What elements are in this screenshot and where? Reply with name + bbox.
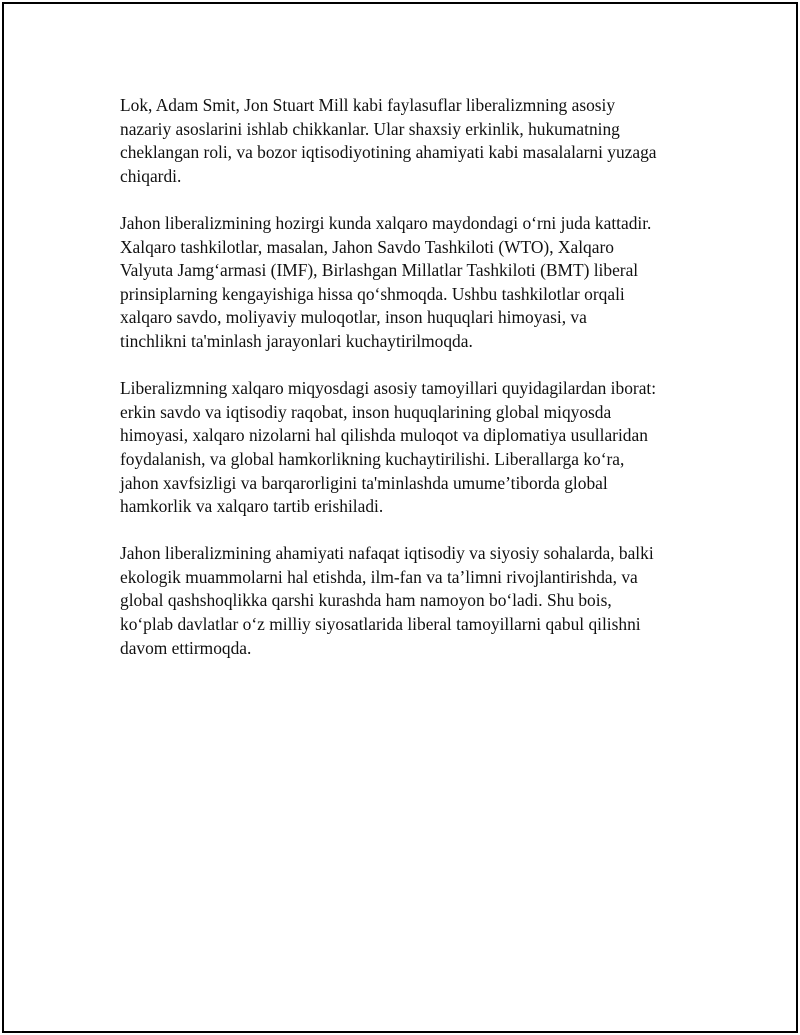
- text-line: xalqaro savdo, moliyaviy muloqotlar, inson huquqlari himoyasi, va: [120, 307, 587, 328]
- text-line: davom ettirmoqda.: [120, 637, 252, 658]
- text-line: Valyuta Jamg‘armasi (IMF), Birlashgan Millatlar Tashkiloti (BMT) liberal: [120, 260, 639, 281]
- text-line: tinchlikni ta'minlash jarayonlari kuchaytirilmoqda.: [120, 330, 473, 351]
- text-line: himoyasi, xalqaro nizolarni hal qilishda muloqot va diplomatiya usullaridan: [120, 425, 648, 446]
- text-line: chiqardi.: [120, 165, 182, 186]
- text-line: Jahon liberalizmining ahamiyati nafaqat iqtisodiy va siyosiy sohalarda, balki: [120, 543, 654, 564]
- text-line: jahon xavfsizligi va barqarorligini ta'minlashda umume’tiborda global: [120, 472, 608, 493]
- text-line: Lok, Adam Smit, Jon Stuart Mill kabi faylasuflar liberalizmning asosiy: [120, 95, 616, 115]
- text-line: Jahon liberalizmining hozirgi kunda xalqaro maydondagi o‘rni juda kattadir.: [120, 212, 652, 233]
- text-line: erkin savdo va iqtisodiy raqobat, inson huquqlarining global miqyosda: [120, 401, 612, 422]
- text-line: Liberalizmning xalqaro miqyosdagi asosiy tamoyillari quyidagilardan iborat:: [120, 378, 657, 399]
- paragraph-3: [120, 377, 700, 519]
- text-line: ko‘plab davlatlar o‘z milliy siyosatlarida liberal tamoyillarni qabul qilishni: [120, 614, 641, 635]
- text-line: hamkorlik va xalqaro tartib erishiladi.: [120, 496, 384, 517]
- document-page: [2, 2, 798, 1033]
- text-line: nazariy asoslarini ishlab chikkanlar. Ular shaxsiy erkinlik, hukumatning: [120, 118, 620, 139]
- paragraph-4: [120, 542, 700, 660]
- document-body: [120, 94, 700, 684]
- text-line: prinsiplarning kengayishiga hissa qo‘shmoqda. Ushbu tashkilotlar orqali: [120, 283, 625, 304]
- text-line: ekologik muammolarni hal etishda, ilm-fan va ta’limni rivojlantirishda, va: [120, 566, 638, 587]
- text-line: foydalanish, va global hamkorlikning kuchaytirilishi. Liberallarga ko‘ra,: [120, 448, 625, 469]
- text-line: global qashshoqlikka qarshi kurashda ham namoyon bo‘ladi. Shu bois,: [120, 590, 612, 611]
- text-line: Xalqaro tashkilotlar, masalan, Jahon Savdo Tashkiloti (WTO), Xalqaro: [120, 236, 614, 257]
- paragraph-1: [120, 94, 700, 188]
- paragraph-2: [120, 212, 700, 354]
- text-line: cheklangan roli, va bozor iqtisodiyotining ahamiyati kabi masalalarni yuzaga: [120, 142, 657, 163]
